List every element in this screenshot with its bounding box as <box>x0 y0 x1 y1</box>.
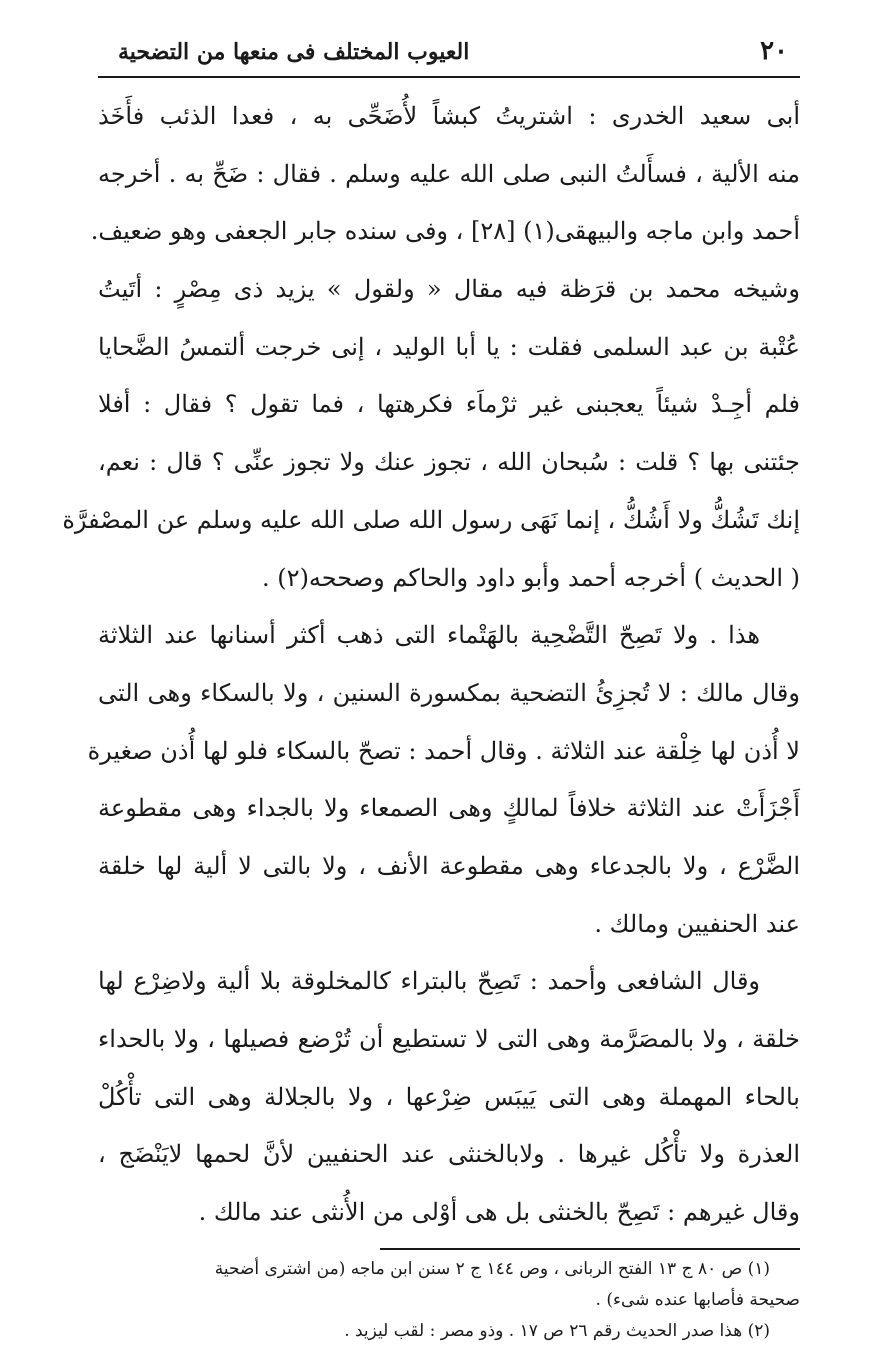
text-line: لا أُذن لها خِلْقة عند الثلاثة . وقال أحمد : تصحّ بالسكاء فلو لها أُذن صغيرة <box>87 736 800 765</box>
text-line: عُتْبة بن عبد السلمى فقلت : يا أبا الوليد ، إنى خرجت ألتمسُ الضَّحايا <box>98 332 800 361</box>
footnotes <box>98 1254 800 1347</box>
text-line: وقال الشافعى وأحمد : تَصِحّ بالبتراء كالمخلوقة بلا ألية ولاضِرْع لها <box>98 967 760 996</box>
footnote-divider <box>380 1248 800 1250</box>
footnote-line: (٢) هذا صدر الحديث رقم ٢٦ ص ١٧ . وذو مصر : لقب ليزيد . <box>344 1320 770 1341</box>
text-line: وقال مالك : لا تُجزِئُ التضحية بمكسورة السنين ، ولا بالسكاء وهى التى <box>98 678 800 707</box>
text-line: إنك تَشُكُّ ولا أَشُكُّ ، إنما نَهَى رسول الله صلى الله عليه وسلم عن المصْفرَّة <box>62 505 800 534</box>
running-title: العيوب المختلف فى منعها من التضحية <box>118 39 470 65</box>
text-line: أبى سعيد الخدرى : اشتريتُ كبشاً لأُضَحِّى به ، فعدا الذئب فأَخَذ <box>98 102 800 130</box>
footnote-line: (١) ص ٨٠ ج ١٣ الفتح الربانى ، وص ١٤٤ ج ٢ سنن ابن ماجه (من اشترى أضحية <box>214 1258 770 1279</box>
text-line: ( الحديث ) أخرجه أحمد وأبو داود والحاكم وصححه(٢) . <box>262 563 800 592</box>
text-line: عند الحنفيين ومالك . <box>594 909 800 938</box>
text-line: أحمد وابن ماجه والبيهقى(١) [٢٨] ، وفى سنده جابر الجعفى وهو ضعيف. <box>90 217 800 246</box>
page-header <box>98 36 800 78</box>
text-line: بالحاء المهملة وهى التى يَيبَس ضِرْعها ، ولا بالجلالة وهى التى تأْكُلْ <box>98 1082 800 1111</box>
page-number: ٢٠ <box>760 36 788 66</box>
text-line: خلقة ، ولا بالمصَرَّمة وهى التى لا تستطيع أن تُرْضع فصيلها ، ولا بالحداء <box>98 1025 800 1053</box>
text-line: أَجْزَأَتْ عند الثلاثة خلافاً لمالكٍ وهى الصمعاء ولا بالجداء وهى مقطوعة <box>98 794 800 823</box>
text-line: هذا . ولا تَصِحّ التَّضْحِية بالهَتْماء التى ذهب أكثر أسنانها عند الثلاثة <box>98 621 760 650</box>
text-line: وقال غيرهم : تَصِحّ بالخنثى بل هى أوْلى من الأُنثى عند مالك . <box>198 1198 800 1227</box>
text-line: الضَّرْع ، ولا بالجدعاء وهى مقطوعة الأنف ، ولا بالتى لا ألية لها خلقة <box>98 851 801 880</box>
text-line: العذرة ولا تأْكُل غيرها . ولابالخنثى عند الحنفيين لأنَّ لحمها لايَنْضَج ، <box>98 1140 800 1169</box>
text-line: جئتنى بها ؟ قلت : سُبحان الله ، تجوز عنك ولا تجوز عنِّى ؟ قال : نعم، <box>98 448 800 477</box>
footnote-line: صحيحة فأصابها عنده شىء) . <box>595 1289 800 1310</box>
text-line: منه الألية ، فسأَلتُ النبى صلى الله عليه وسلم . فقال : ضَحِّ به . أخرجه <box>98 159 800 188</box>
body-text <box>62 88 801 1242</box>
text-line: وشيخه محمد بن قرَظة فيه مقال « ولقول » يزيد ذى مِصْرٍ : أتَيتُ <box>98 275 801 304</box>
text-line: فلم أجِـدْ شيئاً يعجبنى غير ثرْماَء فكرهتها ، فما تقول ؟ فقال : أفلا <box>98 390 800 419</box>
